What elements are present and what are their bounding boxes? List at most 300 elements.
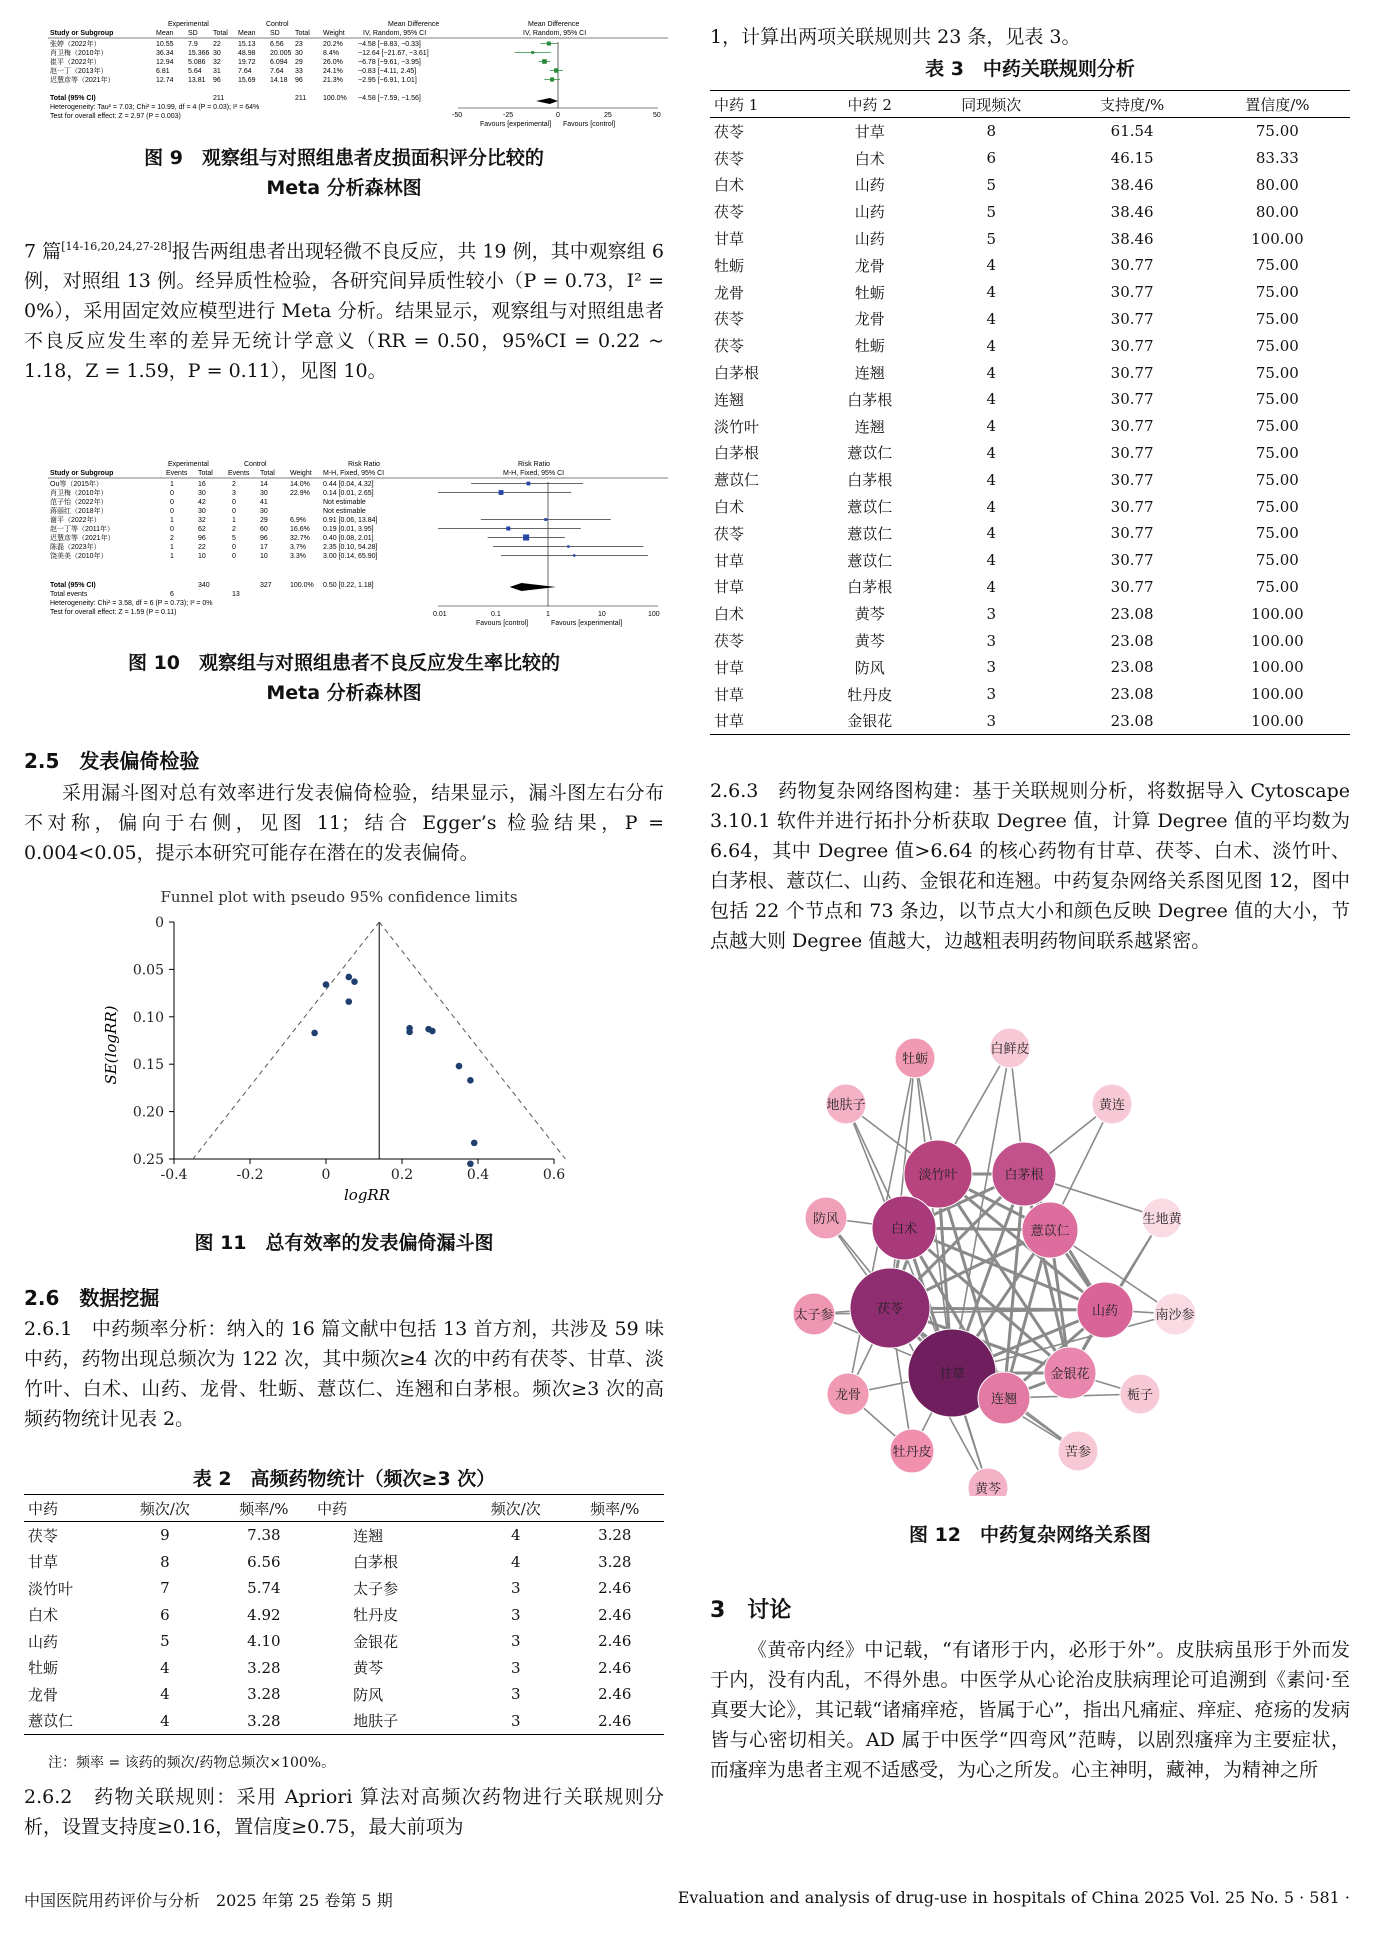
table-3-row — [710, 493, 1350, 520]
fp10-cell-study: 蒋丽红（2018年） — [50, 508, 108, 515]
table-2-cell: 4 — [115, 1708, 215, 1735]
fp10-cell-n1: 32 — [198, 517, 206, 524]
table-3-row — [710, 520, 1350, 547]
page-top-text: 1，计算出两项关联规则共 23 条，见表 3。 — [710, 26, 1081, 48]
table-2-row — [24, 1628, 664, 1655]
fp9-cell-study: 赵一丁（2013年） — [50, 68, 108, 75]
table-3-cell: 38.46 — [1110, 229, 1154, 248]
table-3-cell: 23.08 — [1110, 631, 1154, 650]
fp9-tick-5: 50 — [653, 112, 661, 119]
table-3-cell: 茯苓 — [714, 632, 745, 651]
network-node — [826, 1084, 866, 1124]
funnel-x-tick-label: 0.6 — [542, 1167, 566, 1183]
funnel-title: Funnel plot with pseudo 95% confidence limits — [160, 888, 518, 906]
fp10-cell-n2: 10 — [260, 553, 268, 560]
fp10-cell-e1: 0 — [170, 508, 174, 515]
table-2-cell: 4 — [510, 1552, 521, 1571]
section-3-text: 《黄帝内经》中记载，“有诸形于内，必形于外”。皮肤病虽形于外而发于内，没有内乱，不得外患。中医学从心论治皮肤病理论可追溯到《素问·至真要大论》，其记载“诸痛痒疮，皆属于心”，指出凡痛症、痒症、疮疡的发病皆与心密切相关。AD 属于中医学“四弯风”范畴，以剧烈瘙痒为主要症状，而瘙痒为患者主观不适感受，为心之所发。心主神明，藏神，为精神之所 — [710, 1639, 1350, 1781]
table-3-cell: 100.00 — [1251, 685, 1304, 704]
fp9-cell-n2: 96 — [295, 77, 303, 84]
table-2-cell: 2.46 — [598, 1605, 632, 1624]
table-3-row — [710, 627, 1350, 654]
table-2-cell: 2.46 — [598, 1685, 632, 1704]
table-3-cell: 3 — [986, 631, 996, 650]
table-2-title: 表 2 高频药物统计（频次≥3 次） — [192, 1468, 496, 1490]
table-3-cell: 3 — [986, 658, 996, 677]
para1-start: 7 篇 — [24, 240, 62, 263]
section-2-5-heading: 2.5 发表偏倚检验 — [24, 749, 200, 773]
table-3-cell: 白术 — [714, 605, 745, 624]
table-3-cell: 75.00 — [1255, 551, 1299, 570]
fp9-col-sd: SD — [188, 30, 198, 37]
table-2-row — [24, 1681, 664, 1708]
table-3-cell: 甘草 — [714, 551, 745, 570]
fp10-col-rr2: M-H, Fixed, 95% CI — [503, 470, 565, 477]
table-3-cell: 30.77 — [1110, 497, 1154, 516]
funnel-y-label: SE(logRR) — [102, 1005, 120, 1085]
network-node — [968, 1468, 1008, 1496]
fp10-point — [544, 518, 547, 521]
table-3-cell: 牡蛎 — [714, 256, 745, 275]
figure-10-caption — [24, 648, 664, 708]
fp10-cell-ci: 2.35 [0.10, 54.28] — [323, 544, 378, 551]
table-3-row — [710, 279, 1350, 306]
table-3-cell: 75.00 — [1255, 363, 1299, 382]
fp10-cell-ci: 0.14 [0.01, 2.65] — [323, 490, 374, 497]
table-3-cell: 白术 — [714, 498, 745, 517]
fp10-cell-ci: 0.40 [0.08, 2.01] — [323, 535, 374, 542]
table-3-cell: 黄芩 — [854, 632, 885, 651]
table-2-cell: 防风 — [353, 1685, 384, 1704]
table-3-cell: 30.77 — [1110, 551, 1154, 570]
table-2-row — [24, 1522, 664, 1549]
table-3-cell: 薏苡仁 — [847, 444, 893, 463]
table-3-cell: 3 — [986, 604, 996, 623]
network-node — [1044, 1347, 1096, 1399]
fp10-favours-left: Favours [control] — [476, 620, 529, 627]
fp10-tick-2: 0.1 — [491, 611, 501, 618]
fp9-col-total2: Total — [295, 30, 310, 37]
table-2-header: 频次/次 — [466, 1495, 566, 1522]
table-3-cell: 龙骨 — [714, 283, 745, 302]
table-2-cell: 3 — [510, 1658, 521, 1677]
figure-11-caption: 图 11 总有效率的发表偏倚漏斗图 — [194, 1232, 494, 1254]
table-2-cell: 7 — [160, 1579, 170, 1598]
fp9-cell-m1: 36.34 — [156, 50, 174, 57]
fp9-cell-ci: −6.78 [−9.61, −3.95] — [358, 59, 421, 66]
table-3-row — [710, 440, 1350, 467]
network-node — [872, 1196, 936, 1260]
table-2-row — [24, 1655, 664, 1682]
table-3-cell: 4 — [986, 551, 996, 570]
funnel-point — [346, 974, 353, 981]
network-node-label: 太子参 — [794, 1308, 834, 1323]
funnel-y-tick-label: 0.20 — [132, 1104, 164, 1121]
table-3-cell: 61.54 — [1110, 122, 1154, 141]
fp10-cell-e2: 5 — [232, 535, 236, 542]
table-3-row — [710, 466, 1350, 493]
funnel-y-tick-label: 0.05 — [132, 962, 164, 979]
fp10-cell-study: 赵一丁等（2011年） — [50, 526, 115, 533]
table-3-cell: 白茅根 — [714, 444, 760, 463]
table-3-cell: 连翘 — [854, 417, 885, 436]
table-2-cell: 3 — [510, 1632, 521, 1651]
fp10-cell-w: 16.6% — [290, 526, 310, 533]
fp9-cell-w: 20.2% — [323, 41, 343, 48]
table-3-cell: 75.00 — [1255, 390, 1299, 409]
network-node-label: 茯苓 — [876, 1302, 904, 1317]
table-3-cell: 薏苡仁 — [847, 498, 893, 517]
table-3-cell: 80.00 — [1255, 175, 1299, 194]
table-2-cell: 牡蛎 — [28, 1659, 59, 1678]
fp9-cell-study: 迟慧彦等（2021年） — [50, 77, 115, 84]
figure-10-forest-plot — [48, 458, 668, 640]
funnel-x-tick-label: 0 — [321, 1167, 331, 1183]
fp9-tick-4: 25 — [604, 112, 612, 119]
table-2-cell: 5.74 — [247, 1579, 281, 1598]
table-3-row — [710, 413, 1350, 440]
table-2-cell: 金银花 — [353, 1632, 399, 1651]
fp10-col-rr: M-H, Fixed, 95% CI — [323, 470, 385, 477]
table-3-cell: 山药 — [854, 230, 885, 249]
fp9-total-label: Total (95% CI) — [50, 95, 96, 102]
table-3-row — [710, 600, 1350, 627]
table-3-cell: 75.00 — [1255, 309, 1299, 328]
table-2-cell: 4 — [160, 1685, 170, 1704]
funnel-point — [346, 998, 353, 1005]
network-node-label: 南沙参 — [1155, 1308, 1195, 1323]
fp9-cell-sd1: 13.81 — [188, 77, 206, 84]
fp9-tick-3: 0 — [556, 112, 560, 119]
funnel-point — [351, 978, 358, 985]
table-3-header: 支持度/% — [1060, 91, 1205, 118]
network-node-label: 白茅根 — [1004, 1168, 1044, 1183]
fp9-cell-study: 崔平（2022年） — [50, 59, 101, 66]
fp10-cell-w: 22.9% — [290, 490, 310, 497]
table-3-cell: 75.00 — [1255, 577, 1299, 596]
table-3-header: 同现频次 — [923, 91, 1060, 118]
table-3-cell: 23.08 — [1110, 604, 1154, 623]
fp10-cell-e2: 0 — [232, 508, 236, 515]
fp10-cell-n1: 42 — [198, 499, 206, 506]
table-2-cell: 黄芩 — [353, 1659, 384, 1678]
table-3-cell: 甘草 — [714, 230, 745, 249]
funnel-point — [467, 1160, 474, 1167]
table-3-cell: 100.00 — [1251, 658, 1304, 677]
fp9-tick-2: -25 — [503, 112, 514, 119]
fp10-cell-ci: 3.00 [0.14, 65.90] — [323, 553, 378, 560]
table-2-cell: 2.46 — [598, 1658, 632, 1677]
network-node — [1120, 1374, 1160, 1414]
network-node-label: 龙骨 — [834, 1388, 862, 1403]
table-3-cell: 薏苡仁 — [714, 471, 760, 490]
fp10-heterogeneity: Heterogeneity: Chi² = 3.58, df = 6 (P = 0.73); I² = 0% — [50, 600, 213, 607]
network-node — [890, 1429, 934, 1473]
funnel-point — [467, 1077, 474, 1084]
fp10-cell-e1: 0 — [170, 499, 174, 506]
para1-citation: [14-16,20,24,27-28] — [61, 240, 172, 253]
fp10-cell-w: 6.9% — [290, 517, 306, 524]
fp9-cell-sd1: 5.64 — [188, 68, 202, 75]
table-2-cell: 6 — [160, 1605, 170, 1624]
fp10-total-ci: 0.50 [0.22, 1.18] — [323, 582, 374, 589]
table-3-cell: 30.77 — [1110, 470, 1154, 489]
table-2-cell: 薏苡仁 — [24, 1708, 115, 1735]
fp9-cell-n1: 22 — [213, 41, 221, 48]
table-3-header: 中药 1 — [710, 91, 816, 118]
figure-12-caption: 图 12 中药复杂网络关系图 — [908, 1524, 1152, 1546]
table-3-header: 中药 2 — [816, 91, 922, 118]
fp9-total-n2: 211 — [295, 95, 307, 102]
fp9-cell-n1: 31 — [213, 68, 221, 75]
table-3-row — [710, 172, 1350, 199]
fp9-cell-sd2: 20.005 — [270, 50, 292, 57]
fp10-cell-n2: 29 — [260, 517, 268, 524]
fp10-cell-e1: 0 — [170, 490, 174, 497]
funnel-x-tick-label: -0.4 — [160, 1167, 188, 1183]
table-3-cell: 甘草 — [714, 578, 745, 597]
funnel-point — [456, 1063, 463, 1070]
figure-9-caption-line2: Meta 分析森林图 — [266, 177, 422, 199]
fp9-cell-n1: 96 — [213, 77, 221, 84]
fp9-cell-study: 肖卫梅（2010年） — [50, 50, 108, 57]
table-2-cell: 连翘 — [353, 1526, 384, 1545]
section-2-6-heading: 2.6 数据挖掘 — [24, 1286, 160, 1310]
table-3-cell: 100.00 — [1251, 604, 1304, 623]
funnel-plot-graphic — [94, 880, 594, 1210]
table-3-cell: 4 — [986, 390, 996, 409]
table-3-cell: 甘草 — [714, 658, 745, 677]
figure-9-forest-plot — [48, 18, 668, 136]
network-node-label: 防风 — [812, 1212, 840, 1227]
table-2-cell: 山药 — [28, 1632, 59, 1651]
table-3-cell: 75.00 — [1255, 470, 1299, 489]
fp9-cell-m1: 6.81 — [156, 68, 170, 75]
funnel-point — [471, 1140, 478, 1147]
table-3-cell: 4 — [986, 256, 996, 275]
table-2-cell: 2.46 — [566, 1708, 664, 1735]
fp10-header-exp: Experimental — [168, 461, 209, 468]
table-3-cell: 甘草 — [854, 122, 885, 141]
section-2-6-2-text: 2.6.2 药物关联规则：采用 Apriori 算法对高频次药物进行关联规则分析，设置支持度≥0.16，置信度≥0.75，最大前项为 — [24, 1786, 664, 1838]
fp10-cell-e1: 1 — [170, 553, 174, 560]
fp10-cell-n2: 30 — [260, 490, 268, 497]
fp9-cell-study: 张婷（2022年） — [50, 41, 101, 48]
table-2-row — [24, 1708, 664, 1735]
network-node — [850, 1268, 930, 1348]
fp9-cell-w: 8.4% — [323, 50, 339, 57]
table-3-cell: 白茅根 — [847, 578, 893, 597]
fp9-col-mean: Mean — [156, 30, 174, 37]
network-node — [1022, 1202, 1078, 1258]
table-3-cell: 5 — [986, 175, 996, 194]
funnel-x-label: logRR — [343, 1186, 391, 1204]
table-2-cell: 淡竹叶 — [28, 1579, 74, 1598]
fp10-cell-ci: Not estimable — [323, 508, 366, 515]
section-2-6-3-text: 2.6.3 药物复杂网络图构建：基于关联规则分析，将数据导入 Cytoscape 3.10.1 软件并进行拓扑分析获取 Degree 值，计算 Degree 值的平均数为 6.64，其中 Degree 值>6.64 的核心药物有甘草、茯苓、白术、淡竹叶、白茅根、薏苡仁、山药、金银花和连翘。中药复杂网络关系图见图 12，图中包括 22 个节点和 73 条边，以节点大小和颜色反映 Degree 值的大小，节点越大则 Degree 值越大，边越粗表明药物间联系越紧密。 — [710, 780, 1350, 952]
table-2-cell: 3 — [510, 1685, 521, 1704]
table-2-cell: 太子参 — [353, 1579, 399, 1598]
table-3-cell: 8 — [986, 122, 996, 141]
table-3-cell: 100.00 — [1251, 631, 1304, 650]
network-node-label: 黄芩 — [974, 1482, 1002, 1496]
fp9-cell-sd2: 7.64 — [270, 68, 284, 75]
fp10-cell-e2: 0 — [232, 499, 236, 506]
table-3-cell: 薏苡仁 — [847, 524, 893, 543]
table-2-row — [24, 1602, 664, 1629]
fp9-cell-m2: 15.13 — [238, 41, 256, 48]
table-3-cell: 4 — [986, 577, 996, 596]
forest-plot-10-graphic — [48, 458, 668, 640]
network-node-label: 牡丹皮 — [892, 1445, 932, 1460]
fp10-total-w: 100.0% — [290, 582, 314, 589]
fp10-cell-e2: 1 — [232, 517, 236, 524]
network-node-label: 连翘 — [990, 1392, 1018, 1407]
fp9-header-md: Mean Difference — [388, 21, 440, 28]
fp10-cell-e2: 0 — [232, 544, 236, 551]
fp9-point — [550, 77, 554, 81]
fp10-cell-study: 谢平（2022年） — [50, 517, 101, 524]
fp10-cell-w: 14.0% — [290, 481, 310, 488]
fp10-cell-e1: 2 — [170, 535, 174, 542]
fp9-point — [547, 41, 551, 45]
table-3-title: 表 3 中药关联规则分析 — [925, 58, 1135, 80]
table-3-row — [710, 225, 1350, 252]
table-2-row — [24, 1575, 664, 1602]
table-3-cell: 牡丹皮 — [847, 685, 893, 704]
table-2-note: 注：频率 = 该药的频次/药物总频次×100%。 — [48, 1755, 336, 1771]
network-node-label: 黄连 — [1098, 1098, 1126, 1113]
table-2-cell: 3.28 — [598, 1526, 632, 1545]
fp10-cell-study: 范子怡（2022年） — [50, 499, 108, 506]
table-2-cell: 7.38 — [247, 1526, 281, 1545]
table-2-header: 中药 — [313, 1495, 466, 1522]
network-node — [793, 1293, 835, 1335]
table-3-row — [710, 252, 1350, 279]
fp10-cell-study: 陈磊（2023年） — [50, 544, 101, 551]
fp9-cell-sd1: 5.086 — [188, 59, 206, 66]
table-3-cell: 75.00 — [1255, 497, 1299, 516]
fp10-header-rr2: Risk Ratio — [518, 461, 550, 468]
fp9-heterogeneity: Heterogeneity: Tau² = 7.03; Chi² = 10.99, df = 4 (P = 0.03); I² = 64% — [50, 104, 260, 111]
table-2-cell: 白术 — [28, 1606, 59, 1625]
network-node-label: 山药 — [1091, 1304, 1119, 1319]
table-3-cell: 100.00 — [1251, 229, 1304, 248]
table-3-cell: 30.77 — [1110, 417, 1154, 436]
footer-right: Evaluation and analysis of drug-use in hospitals of China 2025 Vol. 25 No. 5 · 581 · — [677, 1888, 1350, 1907]
network-node — [1092, 1084, 1132, 1124]
table-2-cell: 3 — [510, 1605, 521, 1624]
fp10-cell-n1: 30 — [198, 508, 206, 515]
fp10-cell-e1: 0 — [170, 526, 174, 533]
fp10-cell-n1: 16 — [198, 481, 206, 488]
table-3-cell: 茯苓 — [714, 149, 745, 168]
fp10-cell-ci: 0.44 [0.04, 4.32] — [323, 481, 374, 488]
fp10-tick-3: 1 — [546, 611, 550, 618]
fp10-cell-e2: 3 — [232, 490, 236, 497]
table-3-row — [710, 654, 1350, 681]
table-3-row — [710, 145, 1350, 172]
table-2-cell: 茯苓 — [28, 1526, 59, 1545]
fp9-header-ctrl: Control — [266, 21, 289, 28]
table-3-cell: 46.15 — [1110, 149, 1154, 168]
fp10-cell-study: 饶美美（2010年） — [50, 553, 108, 560]
fp9-tick-1: -50 — [452, 112, 463, 119]
fp10-col-events: Events — [166, 470, 188, 477]
fp10-rows — [50, 479, 378, 560]
table-2-cell: 4.10 — [247, 1632, 281, 1651]
table-3-cell: 23.08 — [1060, 708, 1205, 735]
fp9-col-md: IV, Random, 95% CI — [363, 30, 427, 37]
network-node-label: 薏苡仁 — [1030, 1224, 1070, 1239]
table-3-cell: 23.08 — [1110, 685, 1154, 704]
table-2-cell: 9 — [160, 1526, 170, 1545]
fp10-point — [573, 554, 575, 556]
fp10-events-2: 13 — [232, 591, 240, 598]
table-2-header: 频次/次 — [115, 1495, 215, 1522]
table-2-cell: 甘草 — [28, 1553, 59, 1572]
figure-11-funnel-plot — [94, 880, 594, 1210]
table-3-cell: 黄芩 — [854, 605, 885, 624]
table-3-cell: 30.77 — [1110, 524, 1154, 543]
funnel-y-tick-label: 0.25 — [132, 1152, 164, 1168]
fp10-cell-n2: 17 — [260, 544, 268, 551]
funnel-x-tick-label: -0.2 — [236, 1167, 264, 1183]
fp10-cell-ci: 0.19 [0.01, 3.95] — [323, 526, 374, 533]
funnel-x-tick-label: 0.4 — [466, 1167, 490, 1183]
fp9-cell-m2: 48.98 — [238, 50, 256, 57]
fp10-cell-w: 32.7% — [290, 535, 310, 542]
table-2-cell: 4 — [510, 1526, 521, 1545]
fp10-cell-n1: 62 — [198, 526, 206, 533]
funnel-y-tick-label: 0 — [155, 915, 164, 931]
fp9-cell-n1: 32 — [213, 59, 221, 66]
fp10-cell-e2: 2 — [232, 481, 236, 488]
funnel-ci-left — [193, 922, 379, 1159]
fp9-cell-m2: 15.69 — [238, 77, 256, 84]
fp10-col-study: Study or Subgroup — [50, 470, 114, 477]
table-3-cell: 牡蛎 — [854, 337, 885, 356]
table-2-cell: 4 — [160, 1658, 170, 1677]
table-3-cell: 6 — [986, 149, 996, 168]
table-3-cell: 75.00 — [1255, 122, 1299, 141]
table-3-cell: 38.46 — [1110, 202, 1154, 221]
table-3-cell: 75.00 — [1255, 283, 1299, 302]
table-3-cell: 牡蛎 — [854, 283, 885, 302]
figure-9-caption-line1: 图 9 观察组与对照组患者皮损面积评分比较的 — [144, 147, 544, 169]
network-node-label: 金银花 — [1050, 1367, 1090, 1382]
fp9-col-study: Study or Subgroup — [50, 30, 114, 37]
table-3-cell: 连翘 — [854, 364, 885, 383]
funnel-y-tick-label: 0.10 — [132, 1009, 164, 1026]
fp9-total-ci: −4.58 [−7.59, −1.56] — [358, 95, 421, 102]
table-2-cell: 白茅根 — [353, 1553, 399, 1572]
fp10-col-events2: Events — [228, 470, 250, 477]
fp10-point — [527, 482, 531, 486]
table-2-cell: 3 — [466, 1708, 566, 1735]
fp10-cell-n2: 30 — [260, 508, 268, 515]
fp9-cell-ci: −2.95 [−6.91, 1.01] — [358, 77, 417, 84]
paragraph-adverse-reactions — [24, 232, 664, 386]
fp9-cell-sd1: 7.9 — [188, 41, 198, 48]
fp9-cell-m1: 12.94 — [156, 59, 174, 66]
table-3-cell: 4 — [986, 443, 996, 462]
network-node — [895, 1038, 935, 1078]
table-3-cell: 30.77 — [1110, 577, 1154, 596]
fp9-cell-n2: 23 — [295, 41, 303, 48]
table-3-row — [710, 198, 1350, 225]
fp10-events-1: 6 — [170, 591, 174, 598]
